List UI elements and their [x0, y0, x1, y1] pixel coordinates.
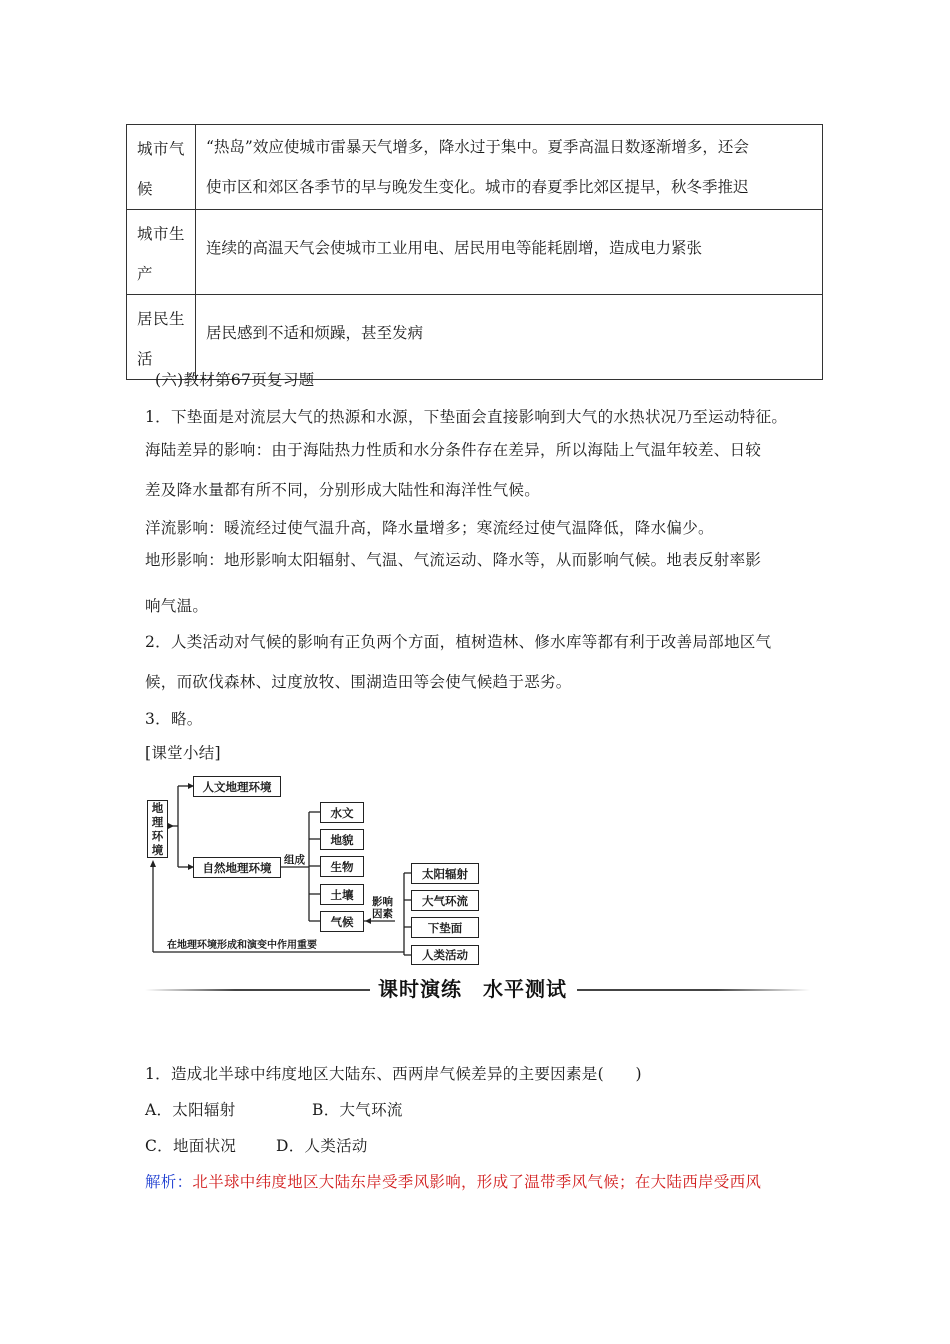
summary-heading: [课堂小结] — [145, 744, 221, 762]
paragraph-line: 洋流影响：暖流经过使气温升高，降水量增多；寒流经过使气温降低，降水偏少。 — [145, 519, 714, 537]
banner-title: 课时演练 水平测试 — [378, 977, 567, 1001]
element-box: 水文 — [320, 802, 364, 823]
paragraph-line: 海陆差异的影响：由于海陆热力性质和水分条件存在差异，所以海陆上气温年较差、日较 — [145, 441, 762, 459]
row-header-line: 候 — [137, 180, 154, 198]
element-box: 气候 — [320, 911, 364, 932]
element-box: 土壤 — [320, 884, 364, 905]
table-row — [127, 295, 823, 380]
row-content — [196, 210, 823, 295]
row-text-line: 连续的高温天气会使城市工业用电、居民用电等能耗剧增，造成电力紧张 — [206, 239, 703, 257]
row-header — [127, 210, 196, 295]
root-char: 地 — [151, 801, 164, 815]
root-char: 理 — [151, 815, 164, 829]
row-text-line: “热岛”效应使城市雷暴天气增多，降水过于集中。夏季高温日数逐渐增多，还会 — [206, 138, 749, 156]
row-header-line: 产 — [137, 265, 154, 283]
factor-box: 人类活动 — [411, 945, 479, 965]
question-text: 1．造成北半球中纬度地区大陆东、西两岸气候差异的主要因素是( ) — [145, 1065, 642, 1083]
influence-label-line: 因素 — [372, 908, 393, 920]
influence-label — [372, 896, 393, 920]
analysis-label: 解析： — [145, 1173, 193, 1191]
box-human-environment: 人文地理环境 — [193, 776, 281, 797]
analysis-text: 北半球中纬度地区大陆东岸受季风影响，形成了温带季风气候；在大陆西岸受西风 — [192, 1173, 762, 1191]
factor-box: 下垫面 — [411, 917, 479, 938]
influence-label-line: 影响 — [372, 896, 393, 908]
concept-diagram — [145, 770, 490, 965]
paragraph-line: 3．略。 — [145, 710, 203, 728]
row-header — [127, 295, 196, 380]
factor-box: 太阳辐射 — [411, 863, 479, 884]
option-b: B．大气环流 — [312, 1101, 403, 1119]
row-content — [196, 125, 823, 210]
root-char: 境 — [151, 843, 164, 857]
impact-table — [126, 124, 823, 380]
paragraph-line: 地形影响：地形影响太阳辐射、气温、气流运动、降水等，从而影响气候。地表反射率影 — [145, 551, 762, 569]
compose-label: 组成 — [284, 854, 305, 866]
row-header-line: 活 — [137, 350, 154, 368]
analysis-line — [145, 1170, 761, 1192]
root-box-geo-environment — [147, 800, 168, 858]
section-banner — [145, 973, 810, 1005]
element-box: 地貌 — [320, 829, 364, 850]
option-a: A．太阳辐射 — [145, 1101, 236, 1119]
paragraph-line: 响气温。 — [145, 597, 209, 615]
row-header-line: 城市气 — [137, 140, 186, 158]
paragraph-line: 候，而砍伐森林、过度放牧、围湖造田等会使气候趋于恶劣。 — [145, 673, 572, 691]
paragraph-line: 差及降水量都有所不同，分别形成大陆性和海洋性气候。 — [145, 481, 541, 499]
section-heading: (六)教材第67页复习题 — [155, 371, 315, 389]
row-text-line: 居民感到不适和烦躁，甚至发病 — [206, 324, 424, 342]
table-row — [127, 210, 823, 295]
row-header — [127, 125, 196, 210]
paragraph-line: 1．下垫面是对流层大气的热源和水源，下垫面会直接影响到大气的水热状况乃至运动特征。 — [145, 408, 788, 426]
option-d: D．人类活动 — [276, 1137, 368, 1155]
paragraph-line: 2．人类活动对气候的影响有正负两个方面，植树造林、修水库等都有利于改善局部地区气 — [145, 633, 772, 651]
row-header-line: 居民生 — [137, 310, 186, 328]
banner-rule-right — [577, 989, 810, 991]
box-natural-environment: 自然地理环境 — [193, 857, 281, 878]
feedback-label: 在地理环境形成和演变中作用重要 — [167, 940, 317, 951]
banner-rule-left — [145, 989, 370, 991]
option-c: C．地面状况 — [145, 1137, 237, 1155]
element-box: 生物 — [320, 856, 364, 877]
table-row — [127, 125, 823, 210]
row-header-line: 城市生 — [137, 225, 186, 243]
row-text-line: 使市区和郊区各季节的早与晚发生变化。城市的春夏季比郊区提早，秋冬季推迟 — [206, 178, 749, 196]
row-content — [196, 295, 823, 380]
root-char: 环 — [151, 829, 164, 843]
factor-box: 大气环流 — [411, 890, 479, 911]
